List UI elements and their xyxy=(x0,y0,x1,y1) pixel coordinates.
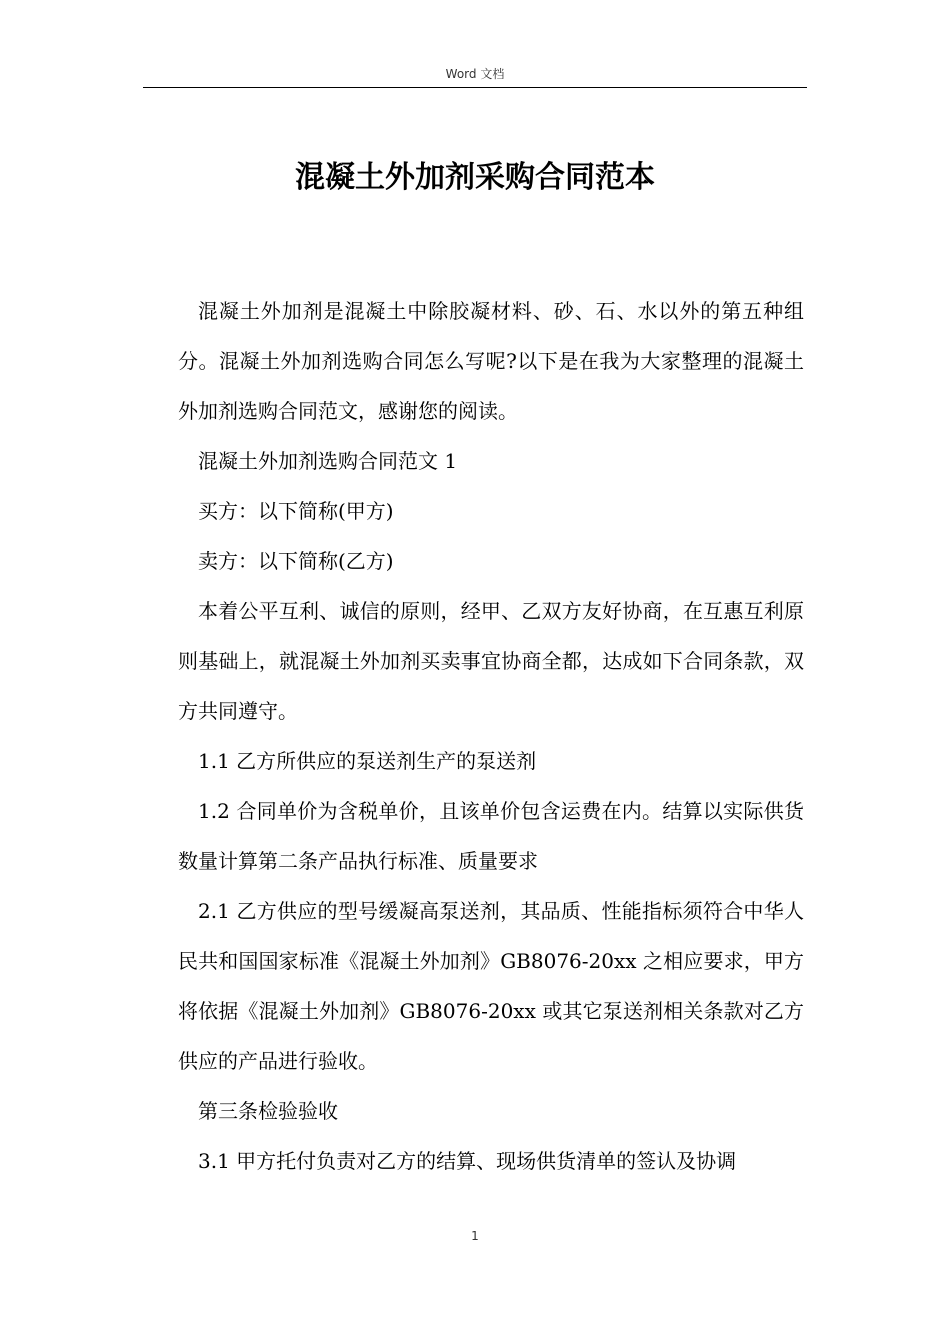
document-body xyxy=(178,286,804,1186)
paragraph-clause-3-1: 3.1 甲方托付负责对乙方的结算、现场供货清单的签认及协调 xyxy=(198,1149,737,1173)
paragraph-clause-1-1: 1.1 乙方所供应的泵送剂生产的泵送剂 xyxy=(198,749,537,773)
paragraph-article-3: 第三条检验验收 xyxy=(198,1099,338,1123)
page-header: Word 文档 xyxy=(445,67,505,81)
document-title: 混凝土外加剂采购合同范本 xyxy=(295,160,655,195)
paragraph-seller: 卖方：以下简称(乙方) xyxy=(198,549,394,573)
paragraph-clause-1-2: 1.2 合同单价为含税单价，且该单价包含运费在内。结算以实际供货数量计算第二条产品执行标准、质量要求 xyxy=(178,799,804,873)
paragraph-clause-2-1: 2.1 乙方供应的型号缓凝高泵送剂，其品质、性能指标须符合中华人民共和国国家标准《混凝土外加剂》GB8076-20xx 之相应要求，甲方将依据《混凝土外加剂》GB8076-20xx 或其它泵送剂相关条款对乙方供应的产品进行验收。 xyxy=(178,899,804,1073)
paragraph-intro: 混凝土外加剂是混凝土中除胶凝材料、砂、石、水以外的第五种组分。混凝土外加剂选购合同怎么写呢?以下是在我为大家整理的混凝土外加剂选购合同范文，感谢您的阅读。 xyxy=(178,299,804,423)
page-number: 1 xyxy=(471,1229,479,1243)
paragraph-buyer: 买方：以下简称(甲方) xyxy=(198,499,394,523)
paragraph-sample-heading: 混凝土外加剂选购合同范文 1 xyxy=(198,449,458,473)
header-rule xyxy=(143,87,807,88)
paragraph-preamble: 本着公平互利、诚信的原则，经甲、乙双方友好协商，在互惠互利原则基础上，就混凝土外加剂买卖事宜协商全都，达成如下合同条款，双方共同遵守。 xyxy=(178,599,804,723)
